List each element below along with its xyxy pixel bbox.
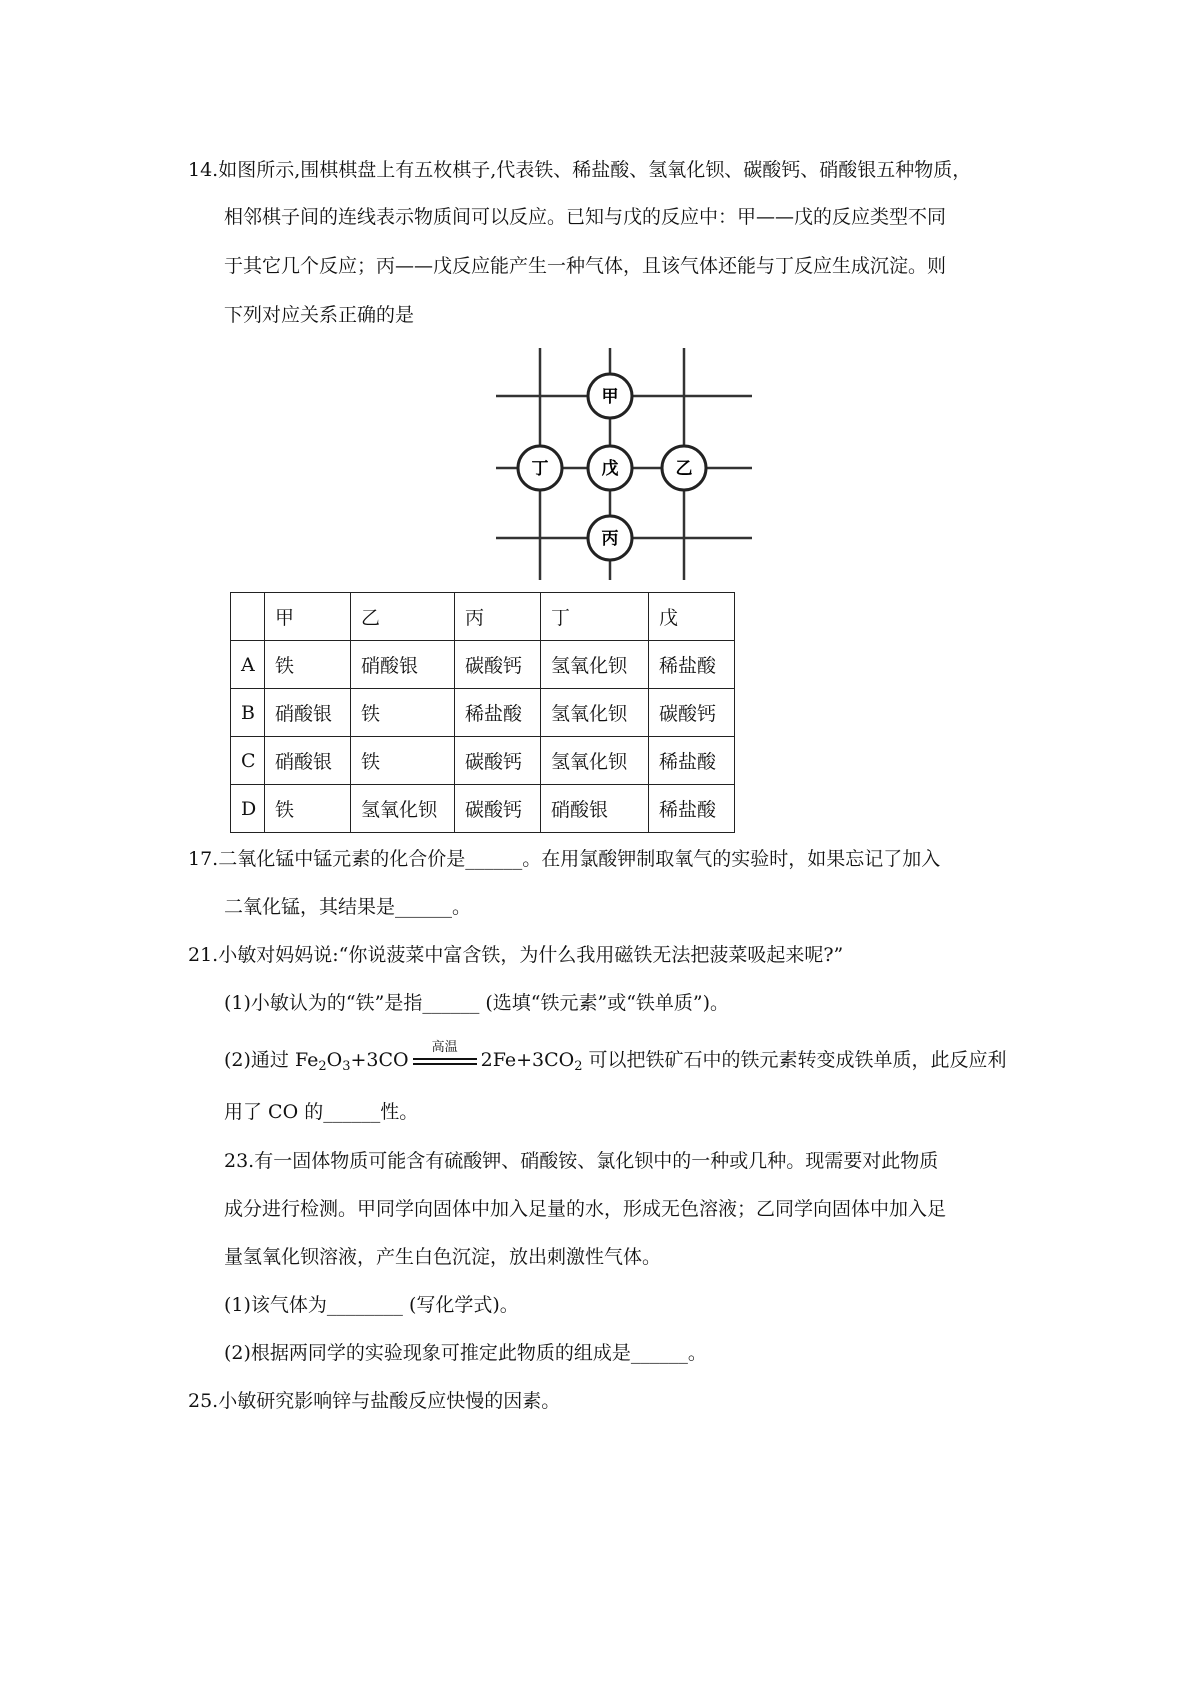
table-cell: 碳酸钙 bbox=[455, 785, 541, 833]
q23-line-4: (1)该气体为________ (写化学式)。 bbox=[224, 1294, 519, 1316]
q23-line-2: 成分进行检测。甲同学向固体中加入足量的水，形成无色溶液；乙同学向固体中加入足 bbox=[224, 1198, 947, 1220]
option-letter: B bbox=[231, 689, 265, 737]
table-header-cell: 丙 bbox=[455, 593, 541, 641]
q21-line-1: 21.小敏对妈妈说:“你说菠菜中富含铁，为什么我用磁铁无法把菠菜吸起来呢?” bbox=[188, 944, 844, 966]
equation-product: 2Fe+3CO bbox=[480, 1049, 575, 1071]
table-cell: 稀盐酸 bbox=[649, 785, 735, 833]
table-header-cell: 丁 bbox=[541, 593, 649, 641]
table-header-row bbox=[231, 593, 735, 641]
table-cell: 稀盐酸 bbox=[649, 641, 735, 689]
table-header-cell bbox=[231, 593, 265, 641]
equation-reactant: +3CO bbox=[350, 1049, 409, 1071]
answer-options-table bbox=[230, 592, 735, 833]
q14-line-3: 于其它几个反应；丙——戊反应能产生一种气体，且该气体还能与丁反应生成沉淀。则 bbox=[224, 255, 947, 277]
stone-ding-label: 丁 bbox=[531, 459, 549, 479]
table-row bbox=[231, 785, 735, 833]
option-letter: A bbox=[231, 641, 265, 689]
q23-line-3: 量氢氧化钡溶液，产生白色沉淀，放出刺激性气体。 bbox=[224, 1246, 662, 1268]
table-cell: 碳酸钙 bbox=[649, 689, 735, 737]
option-letter: D bbox=[231, 785, 265, 833]
subscript: 2 bbox=[318, 1059, 327, 1074]
table-cell: 碳酸钙 bbox=[455, 641, 541, 689]
q14-line-4: 下列对应关系正确的是 bbox=[224, 304, 415, 326]
stone-bing bbox=[588, 516, 632, 560]
table-header-cell: 戊 bbox=[649, 593, 735, 641]
table-cell: 硝酸银 bbox=[265, 737, 351, 785]
go-board-diagram bbox=[496, 348, 752, 580]
table-cell: 稀盐酸 bbox=[455, 689, 541, 737]
stone-bing-label: 丙 bbox=[601, 529, 619, 549]
table-cell: 铁 bbox=[265, 641, 351, 689]
stone-yi-label: 乙 bbox=[675, 459, 693, 479]
reaction-condition: 高温 bbox=[431, 1040, 458, 1055]
table-cell: 硝酸银 bbox=[351, 641, 455, 689]
q17-line-1: 17.二氧化锰中锰元素的化合价是______。在用氯酸钾制取氧气的实验时，如果忘记了加入 bbox=[188, 848, 941, 870]
table-row bbox=[231, 689, 735, 737]
equation-prefix: (2)通过 Fe bbox=[224, 1049, 319, 1071]
q21-line-4: 用了 CO 的______性。 bbox=[224, 1101, 419, 1123]
table-header-cell: 乙 bbox=[351, 593, 455, 641]
q17-line-2: 二氧化锰，其结果是______。 bbox=[224, 896, 472, 918]
q21-line-3 bbox=[224, 1040, 1007, 1079]
stone-yi bbox=[662, 446, 706, 490]
table-header-cell: 甲 bbox=[265, 593, 351, 641]
table-cell: 氢氧化钡 bbox=[541, 737, 649, 785]
q23-line-1: 23.有一固体物质可能含有硫酸钾、硝酸铵、氯化钡中的一种或几种。现需要对此物质 bbox=[224, 1150, 939, 1172]
table-cell: 氢氧化钡 bbox=[351, 785, 455, 833]
stone-wu-label: 戊 bbox=[601, 459, 619, 479]
stone-jia-label: 甲 bbox=[601, 387, 619, 407]
table-cell: 铁 bbox=[351, 689, 455, 737]
subscript: 3 bbox=[342, 1059, 351, 1074]
table-cell: 铁 bbox=[265, 785, 351, 833]
table-cell: 硝酸银 bbox=[541, 785, 649, 833]
table-cell: 硝酸银 bbox=[265, 689, 351, 737]
q25-line-1: 25.小敏研究影响锌与盐酸反应快慢的因素。 bbox=[188, 1390, 561, 1412]
table-cell: 氢氧化钡 bbox=[541, 689, 649, 737]
q21-line-2: (1)小敏认为的“铁”是指______ (选填“铁元素”或“铁单质”)。 bbox=[224, 992, 730, 1014]
table-cell: 碳酸钙 bbox=[455, 737, 541, 785]
table-cell: 稀盐酸 bbox=[649, 737, 735, 785]
stone-jia bbox=[588, 374, 632, 418]
option-letter: C bbox=[231, 737, 265, 785]
q14-line-2: 相邻棋子间的连线表示物质间可以反应。已知与戊的反应中：甲——戊的反应类型不同 bbox=[224, 206, 947, 228]
equation-suffix: 可以把铁矿石中的铁元素转变成铁单质，此反应利 bbox=[582, 1049, 1007, 1071]
table-cell: 铁 bbox=[351, 737, 455, 785]
equation-oxygen: O bbox=[326, 1049, 343, 1071]
table-row bbox=[231, 641, 735, 689]
stone-ding bbox=[518, 446, 562, 490]
table-row bbox=[231, 737, 735, 785]
q14-line-1: 14.如图所示,围棋棋盘上有五枚棋子,代表铁、稀盐酸、氢氧化钡、碳酸钙、硝酸银五种物质， bbox=[188, 159, 972, 181]
table-cell: 氢氧化钡 bbox=[541, 641, 649, 689]
stone-wu bbox=[588, 446, 632, 490]
reaction-arrow bbox=[411, 1040, 479, 1072]
subscript: 2 bbox=[574, 1059, 583, 1074]
q23-line-5: (2)根据两同学的实验现象可推定此物质的组成是______。 bbox=[224, 1342, 707, 1364]
